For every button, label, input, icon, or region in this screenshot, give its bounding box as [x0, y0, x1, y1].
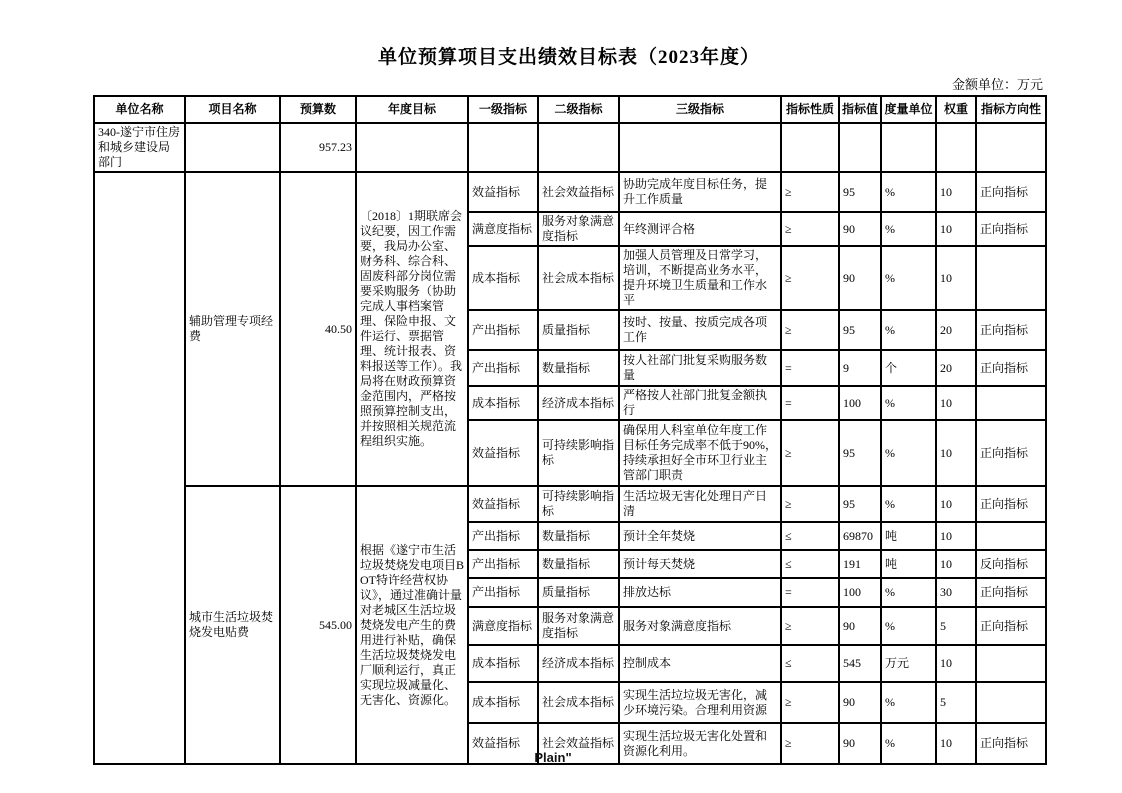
indicator-value-cell: 95: [839, 310, 881, 350]
col-header-annual-goal: 年度目标: [356, 96, 468, 123]
l3-indicator-cell: 年终测评合格: [619, 212, 781, 246]
l3-indicator-cell: 服务对象满意度指标: [619, 607, 781, 645]
indicator-value-cell: 95: [839, 172, 881, 212]
l1-indicator-cell: 成本指标: [468, 645, 538, 682]
measure-unit-cell: %: [881, 723, 936, 764]
l1-indicator-cell: 效益指标: [468, 420, 538, 486]
col-header-l2-indicator: 二级指标: [538, 96, 619, 123]
measure-unit-cell: 吨: [881, 522, 936, 550]
l3-indicator-cell: 生活垃圾无害化处理日产日清: [619, 486, 781, 522]
direction-cell: 正向指标: [976, 486, 1046, 522]
header-row: [94, 96, 1046, 123]
l3-indicator-cell: 排放达标: [619, 578, 781, 607]
indicator-value-cell: 545: [839, 645, 881, 682]
l1-indicator-cell: 满意度指标: [468, 607, 538, 645]
measure-unit-cell: %: [881, 310, 936, 350]
l2-indicator-cell: 社会成本指标: [538, 246, 619, 310]
col-header-weight: 权重: [936, 96, 976, 123]
unit-name-cell: 340-遂宁市住房和城乡建设局部门: [94, 123, 185, 172]
table-row: [94, 486, 1046, 522]
l3-indicator-cell: 加强人员管理及日常学习，培训，不断提高业务水平，提升环境卫生质量和工作水平: [619, 246, 781, 310]
weight-cell: 10: [936, 246, 976, 310]
l2-indicator-cell: 可持续影响指标: [538, 420, 619, 486]
l2-indicator-cell: [538, 123, 619, 172]
l2-indicator-cell: 服务对象满意度指标: [538, 212, 619, 246]
l1-indicator-cell: 产出指标: [468, 350, 538, 386]
indicator-nature-cell: ≤: [781, 645, 839, 682]
direction-cell: 正向指标: [976, 212, 1046, 246]
weight-cell: 10: [936, 550, 976, 578]
indicator-nature-cell: ≤: [781, 550, 839, 578]
measure-unit-cell: %: [881, 420, 936, 486]
direction-cell: 正向指标: [976, 420, 1046, 486]
l3-indicator-cell: 实现生活垃圾无害化处置和资源化利用。: [619, 723, 781, 764]
measure-unit-cell: %: [881, 607, 936, 645]
l1-indicator-cell: 产出指标: [468, 522, 538, 550]
measure-unit-cell: %: [881, 212, 936, 246]
l2-indicator-cell: 社会效益指标: [538, 172, 619, 212]
indicator-value-cell: 90: [839, 607, 881, 645]
l3-indicator-cell: 预计全年焚烧: [619, 522, 781, 550]
l1-indicator-cell: 产出指标: [468, 578, 538, 607]
direction-cell: [976, 522, 1046, 550]
l3-indicator-cell: 预计每天焚烧: [619, 550, 781, 578]
measure-unit-cell: 个: [881, 350, 936, 386]
l2-indicator-cell: 社会效益指标: [538, 723, 619, 764]
l3-indicator-cell: 按时、按量、按质完成各项工作: [619, 310, 781, 350]
measure-unit-cell: 万元: [881, 645, 936, 682]
direction-cell: [976, 645, 1046, 682]
indicator-value-cell: 90: [839, 246, 881, 310]
budget-cell: 40.50: [280, 172, 356, 486]
col-header-indicator-nature: 指标性质: [781, 96, 839, 123]
indicator-nature-cell: ≥: [781, 212, 839, 246]
indicator-nature-cell: ≥: [781, 246, 839, 310]
indicator-value-cell: 90: [839, 212, 881, 246]
l2-indicator-cell: 质量指标: [538, 310, 619, 350]
indicator-nature-cell: ≥: [781, 723, 839, 764]
annual-goal-cell: 根据《遂宁市生活垃圾焚烧发电项目BOT特许经营权协议》，通过准确计量对老城区生活垃圾焚烧发电产生的费用进行补贴，确保生活垃圾焚烧发电厂顺利运行，真正实现垃圾减量化、无害化、资源化。: [356, 486, 468, 764]
export-artifact-text: Plain": [534, 750, 572, 765]
direction-cell: [976, 386, 1046, 420]
budget-cell: 545.00: [280, 486, 356, 764]
unit-name-span-cell: [94, 172, 185, 764]
l1-indicator-cell: 成本指标: [468, 682, 538, 723]
weight-cell: 10: [936, 172, 976, 212]
indicator-value-cell: 100: [839, 578, 881, 607]
l3-indicator-cell: 确保用人科室单位年度工作目标任务完成率不低于90%，持续承担好全市环卫行业主管部门职责: [619, 420, 781, 486]
project-name-cell: [185, 123, 280, 172]
l1-indicator-cell: 效益指标: [468, 172, 538, 212]
indicator-value-cell: 95: [839, 420, 881, 486]
l1-indicator-cell: 满意度指标: [468, 212, 538, 246]
col-header-unit-name: 单位名称: [94, 96, 185, 123]
measure-unit-cell: %: [881, 386, 936, 420]
weight-cell: 10: [936, 723, 976, 764]
l2-indicator-cell: 数量指标: [538, 550, 619, 578]
direction-cell: 正向指标: [976, 723, 1046, 764]
indicator-nature-cell: ≥: [781, 607, 839, 645]
indicator-nature-cell: ≥: [781, 310, 839, 350]
l1-indicator-cell: [468, 123, 538, 172]
l3-indicator-cell: 控制成本: [619, 645, 781, 682]
direction-cell: [976, 123, 1046, 172]
annual-goal-cell: [356, 123, 468, 172]
measure-unit-cell: %: [881, 578, 936, 607]
indicator-value-cell: [839, 123, 881, 172]
weight-cell: 10: [936, 420, 976, 486]
budget-performance-table: [93, 95, 1047, 765]
direction-cell: [976, 682, 1046, 723]
indicator-nature-cell: =: [781, 578, 839, 607]
weight-cell: 10: [936, 212, 976, 246]
measure-unit-cell: [881, 123, 936, 172]
l1-indicator-cell: 产出指标: [468, 550, 538, 578]
l3-indicator-cell: 按人社部门批复采购服务数量: [619, 350, 781, 386]
indicator-value-cell: 69870: [839, 522, 881, 550]
indicator-value-cell: 95: [839, 486, 881, 522]
page-title: 单位预算项目支出绩效目标表（2023年度）: [377, 47, 760, 68]
weight-cell: 10: [936, 522, 976, 550]
table-row: [94, 172, 1046, 212]
col-header-project-name: 项目名称: [185, 96, 280, 123]
weight-cell: 30: [936, 578, 976, 607]
col-header-measure-unit: 度量单位: [881, 96, 936, 123]
weight-cell: 20: [936, 350, 976, 386]
l2-indicator-cell: 经济成本指标: [538, 386, 619, 420]
weight-cell: 20: [936, 310, 976, 350]
l1-indicator-cell: 成本指标: [468, 246, 538, 310]
l2-indicator-cell: 数量指标: [538, 522, 619, 550]
direction-cell: 正向指标: [976, 172, 1046, 212]
weight-cell: 5: [936, 607, 976, 645]
department-row: [94, 123, 1046, 172]
col-header-budget: 预算数: [280, 96, 356, 123]
indicator-nature-cell: ≥: [781, 486, 839, 522]
indicator-nature-cell: =: [781, 386, 839, 420]
indicator-nature-cell: ≥: [781, 682, 839, 723]
measure-unit-cell: %: [881, 246, 936, 310]
l2-indicator-cell: 质量指标: [538, 578, 619, 607]
direction-cell: [976, 246, 1046, 310]
l2-indicator-cell: 可持续影响指标: [538, 486, 619, 522]
measure-unit-cell: %: [881, 172, 936, 212]
weight-cell: 10: [936, 645, 976, 682]
l1-indicator-cell: 效益指标: [468, 723, 538, 764]
direction-cell: 正向指标: [976, 350, 1046, 386]
project-name-cell: 城市生活垃圾焚烧发电贴费: [185, 486, 280, 764]
measure-unit-cell: %: [881, 682, 936, 723]
l3-indicator-cell: [619, 123, 781, 172]
budget-cell: 957.23: [280, 123, 356, 172]
indicator-value-cell: 9: [839, 350, 881, 386]
weight-cell: 5: [936, 682, 976, 723]
weight-cell: [936, 123, 976, 172]
l3-indicator-cell: 严格按人社部门批复金额执行: [619, 386, 781, 420]
indicator-value-cell: 90: [839, 723, 881, 764]
indicator-value-cell: 100: [839, 386, 881, 420]
l2-indicator-cell: 数量指标: [538, 350, 619, 386]
col-header-direction: 指标方向性: [976, 96, 1046, 123]
l2-indicator-cell: 社会成本指标: [538, 682, 619, 723]
indicator-value-cell: 191: [839, 550, 881, 578]
col-header-l1-indicator: 一级指标: [468, 96, 538, 123]
direction-cell: 正向指标: [976, 578, 1046, 607]
project-name-cell: 辅助管理专项经费: [185, 172, 280, 486]
l1-indicator-cell: 产出指标: [468, 310, 538, 350]
col-header-l3-indicator: 三级指标: [619, 96, 781, 123]
col-header-indicator-value: 指标值: [839, 96, 881, 123]
indicator-nature-cell: [781, 123, 839, 172]
l2-indicator-cell: 经济成本指标: [538, 645, 619, 682]
indicator-nature-cell: ≥: [781, 420, 839, 486]
indicator-nature-cell: =: [781, 350, 839, 386]
indicator-nature-cell: ≥: [781, 172, 839, 212]
amount-unit-note: 金额单位：万元: [951, 77, 1043, 92]
direction-cell: 反向指标: [976, 550, 1046, 578]
direction-cell: 正向指标: [976, 310, 1046, 350]
l3-indicator-cell: 协助完成年度目标任务，提升工作质量: [619, 172, 781, 212]
indicator-nature-cell: ≤: [781, 522, 839, 550]
l1-indicator-cell: 效益指标: [468, 486, 538, 522]
measure-unit-cell: %: [881, 486, 936, 522]
measure-unit-cell: 吨: [881, 550, 936, 578]
l2-indicator-cell: 服务对象满意度指标: [538, 607, 619, 645]
indicator-value-cell: 90: [839, 682, 881, 723]
weight-cell: 10: [936, 386, 976, 420]
l3-indicator-cell: 实现生活垃垃圾无害化，减少环境污染。合理利用资源: [619, 682, 781, 723]
annual-goal-cell: 〔2018〕1期联席会议纪要，因工作需要，我局办公室、财务科、综合科、固废科部分岗位需要采购服务（协助完成人事档案管理、保险申报、文件运行、票据管理、统计报表、资料报送等工作）。我局将在财政预算资金范围内，严格按照预算控制支出，并按照相关规范流程组织实施。: [356, 172, 468, 486]
weight-cell: 10: [936, 486, 976, 522]
direction-cell: 正向指标: [976, 607, 1046, 645]
l1-indicator-cell: 成本指标: [468, 386, 538, 420]
